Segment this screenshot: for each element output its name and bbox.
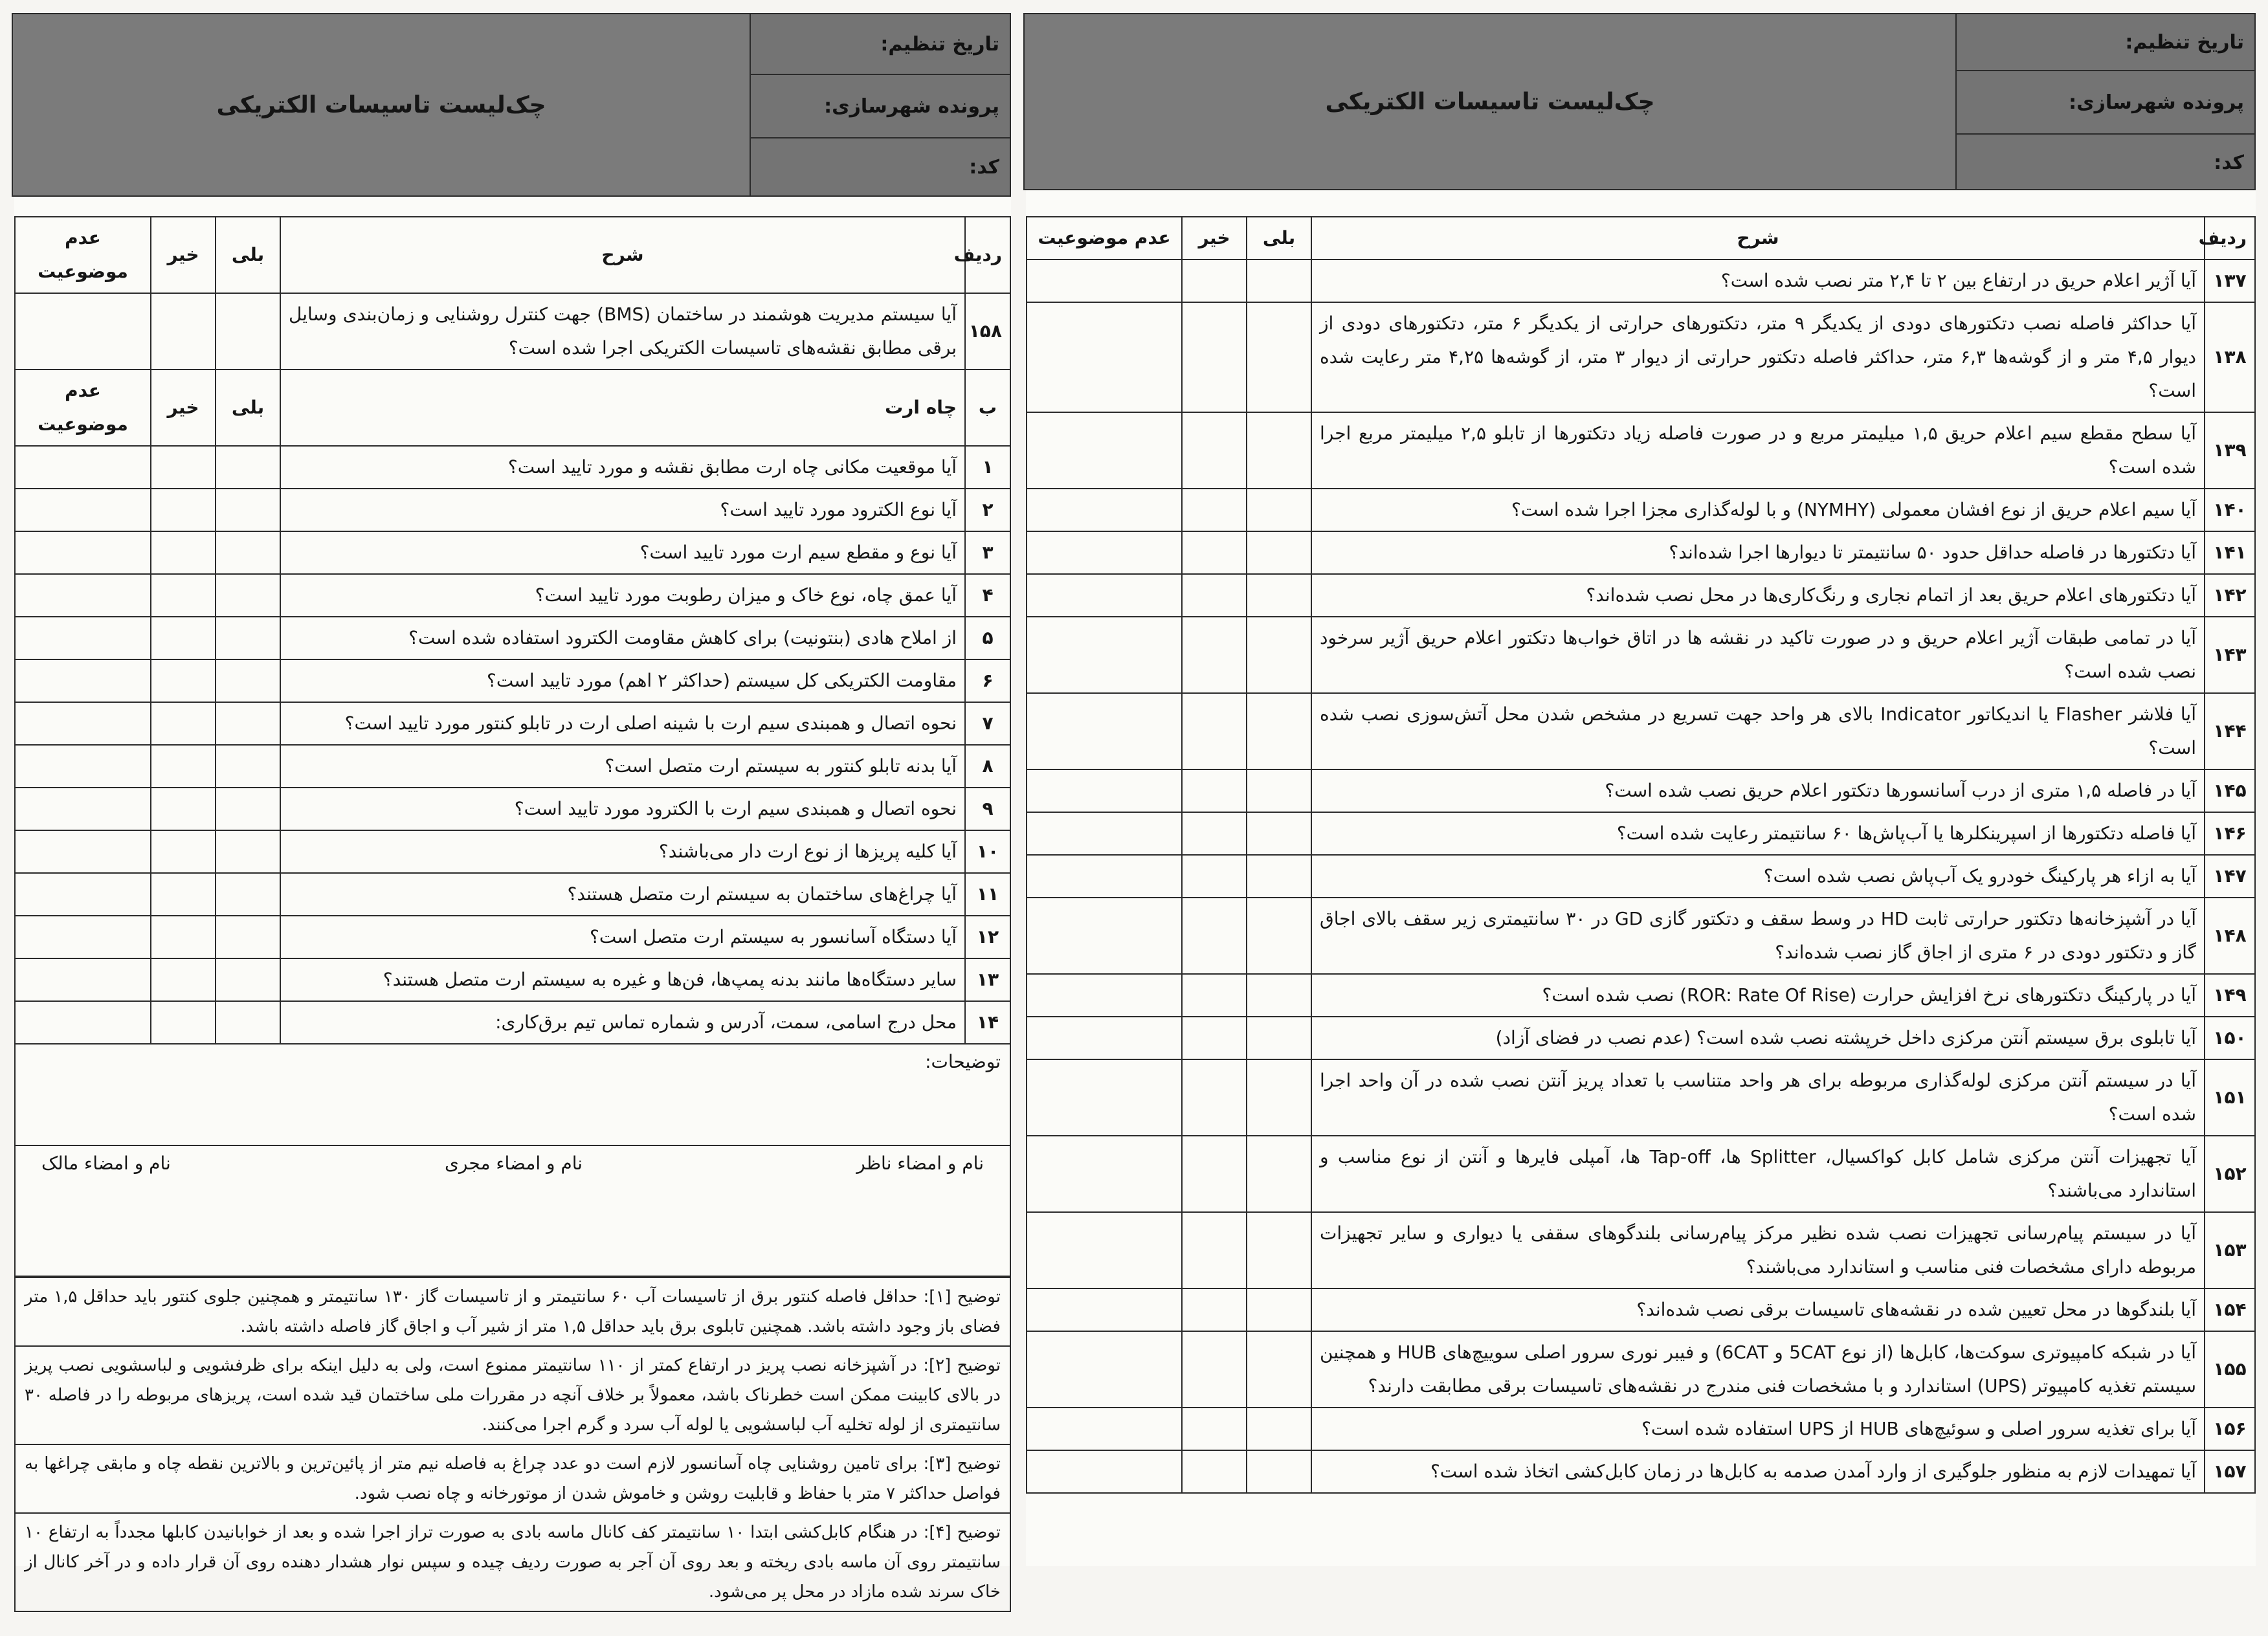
row-number: ۱۴۳ <box>2205 617 2255 693</box>
no-cell[interactable] <box>151 293 216 370</box>
row-number: ۲ <box>965 489 1010 531</box>
na-cell[interactable] <box>15 617 151 659</box>
row-number: ۳ <box>965 531 1010 574</box>
row-number: ۱۴۴ <box>2205 693 2255 769</box>
col-yes: بلی <box>1247 217 1311 260</box>
table-row <box>1027 1331 2255 1408</box>
col-na-b: عدم موضوعیت <box>15 370 151 446</box>
na-cell[interactable] <box>15 873 151 916</box>
no-cell[interactable] <box>151 830 216 873</box>
yes-cell[interactable] <box>1247 1017 1311 1059</box>
yes-cell[interactable] <box>1247 1288 1311 1331</box>
row-desc: آیا به ازاء هر پارکینگ خودرو یک آب‌پاش نصب شده است؟ <box>1311 855 2205 898</box>
footnote-2: توضیح [۲]: در آشپزخانه نصب پریز در ارتفاع کمتر از ۱۱۰ سانتیمتر ممنوع است، ولی به دلیل اینکه برای ظرفشویی و لباسشویی نصب پریز در بالای کابینت ممکن است خطرناک باشد، معمولاً بر خلاف آنچه در مقررات ملی ساختمان قید شده است، پریزهای مربوطه را در فاصله ۳۰ سانتیمتری از لوله تخلیه آب لباسشویی یا لوله آب سرد و گرم اجرا می‌کنند. <box>14 1347 1011 1445</box>
table-row <box>1027 260 2255 302</box>
row-desc: آیا در پارکینگ دتکتورهای نرخ افزایش حرارت (ROR: Rate Of Rise) نصب شده است؟ <box>1311 974 2205 1017</box>
na-cell[interactable] <box>15 1001 151 1044</box>
row-number: ۱۴۸ <box>2205 898 2255 974</box>
no-cell[interactable] <box>151 446 216 489</box>
table-row <box>1027 1212 2255 1288</box>
signature-row <box>16 1146 1010 1180</box>
notes-box <box>14 1045 1011 1146</box>
no-cell[interactable] <box>1182 1450 1247 1493</box>
col-desc: شرح <box>1311 217 2205 260</box>
table-row <box>15 446 1010 489</box>
na-cell[interactable] <box>1027 1136 1182 1212</box>
no-cell[interactable] <box>151 702 216 745</box>
signature-box <box>14 1146 1011 1277</box>
na-cell[interactable] <box>15 745 151 788</box>
checklist-page-right <box>1026 13 2256 1566</box>
row-number: ۱۴۵ <box>2205 769 2255 812</box>
row-desc: از املاح هادی (بنتونیت) برای کاهش مقاومت الکترود استفاده شده است؟ <box>280 617 965 659</box>
no-cell[interactable] <box>1182 1136 1247 1212</box>
row-desc: آیا کلیه پریزها از نوع ارت دار می‌باشند؟ <box>280 830 965 873</box>
row-desc: آیا در فاصله ۱,۵ متری از درب آسانسورها دتکتور اعلام حریق نصب شده است؟ <box>1311 769 2205 812</box>
no-cell[interactable] <box>1182 260 1247 302</box>
na-cell[interactable] <box>1027 693 1182 769</box>
row-number: ۱۴۰ <box>2205 489 2255 531</box>
row-desc: آیا بدنه تابلو کنتور به سیستم ارت متصل است؟ <box>280 745 965 788</box>
row-number: ۱۴۷ <box>2205 855 2255 898</box>
na-cell[interactable] <box>1027 1450 1182 1493</box>
row-desc: آیا تابلوی برق سیستم آنتن مرکزی داخل خرپشته نصب شده است؟ (عدم نصب در فضای آزاد) <box>1311 1017 2205 1059</box>
row-desc: آیا عمق چاه، نوع خاک و میزان رطوبت مورد تایید است؟ <box>280 574 965 617</box>
yes-cell[interactable] <box>1247 1136 1311 1212</box>
no-cell[interactable] <box>1182 1017 1247 1059</box>
yes-cell[interactable] <box>216 788 280 830</box>
row-desc: آیا فلاشر Flasher یا اندیکاتور Indicator بالای هر واحد جهت تسریع در مشخص شدن محل آتش‌سوزی نصب شده است؟ <box>1311 693 2205 769</box>
page-header-left <box>12 13 1011 197</box>
table-row <box>1027 812 2255 855</box>
col-row-left: ردیف <box>965 217 1010 293</box>
row-number: ۱۴۶ <box>2205 812 2255 855</box>
row-desc: آیا سیستم مدیریت هوشمند در ساختمان (BMS) جهت کنترل روشنایی و زمان‌بندی وسایل برقی مطابق نقشه‌های تاسیسات الکتریکی اجرا شده است؟ <box>280 293 965 370</box>
no-cell[interactable] <box>151 1001 216 1044</box>
table-row <box>15 830 1010 873</box>
row-number: ۱۵۱ <box>2205 1059 2255 1136</box>
no-cell[interactable] <box>151 489 216 531</box>
row-desc: آیا در سیستم آنتن مرکزی لوله‌گذاری مربوطه برای هر واحد متناسب با تعداد پریز آنتن نصب شده در آن واحد اجرا شده است؟ <box>1311 1059 2205 1136</box>
no-cell[interactable] <box>151 574 216 617</box>
table-row <box>1027 693 2255 769</box>
yes-cell[interactable] <box>1247 1408 1311 1450</box>
row-desc: آیا در شبکه کامپیوتری سوکت‌ها، کابل‌ها (از نوع 5CAT و 6CAT) و فیبر نوری سرور اصلی سوییچ‌های HUB و همچنین سیستم تغذیه کامپیوتر (UPS) استاندارد و با مشخصات فنی مندرج در نقشه‌های تاسیسات برقی مطابقت دارند؟ <box>1311 1331 2205 1408</box>
table-row <box>15 702 1010 745</box>
col-desc-left: شرح <box>280 217 965 293</box>
no-cell[interactable] <box>1182 531 1247 574</box>
supervisor-signature: نام و امضاء ناظر <box>856 1153 984 1174</box>
na-cell[interactable] <box>15 293 151 370</box>
row-number: ۱۳۸ <box>2205 302 2255 412</box>
row-desc: آیا برای تغذیه سرور اصلی و سوئیچ‌های HUB از UPS استفاده شده است؟ <box>1311 1408 2205 1450</box>
row-desc: آیا تجهیزات آنتن مرکزی شامل کابل کواکسیال، Splitter ها، Tap-off ها، آمپلی فایرها و آنتن از نوع مناسب و استاندارد می‌باشند؟ <box>1311 1136 2205 1212</box>
yes-cell[interactable] <box>1247 260 1311 302</box>
row-number: ۱۱ <box>965 873 1010 916</box>
yes-cell[interactable] <box>1247 489 1311 531</box>
table-row <box>15 574 1010 617</box>
row-desc: آیا بلندگوها در محل تعیین شده در نقشه‌های تاسیسات برقی نصب شده‌اند؟ <box>1311 1288 2205 1331</box>
checklist-page-left <box>14 13 1011 1602</box>
na-cell[interactable] <box>1027 260 1182 302</box>
yes-cell[interactable] <box>1247 693 1311 769</box>
yes-cell[interactable] <box>216 830 280 873</box>
no-cell[interactable] <box>151 873 216 916</box>
yes-cell[interactable] <box>216 293 280 370</box>
header-meta <box>1957 14 2254 189</box>
no-cell[interactable] <box>1182 693 1247 769</box>
table-row <box>1027 769 2255 812</box>
yes-cell[interactable] <box>1247 412 1311 489</box>
row-number: ۱۵۵ <box>2205 1331 2255 1408</box>
row-number: ۱۵۲ <box>2205 1136 2255 1212</box>
col-no-b: خیر <box>151 370 216 446</box>
row-number: ۴ <box>965 574 1010 617</box>
yes-cell[interactable] <box>216 659 280 702</box>
table-row <box>15 489 1010 531</box>
table-row <box>1027 531 2255 574</box>
na-cell[interactable] <box>15 702 151 745</box>
no-cell[interactable] <box>1182 412 1247 489</box>
table-row <box>1027 489 2255 531</box>
table-header-row-left <box>15 217 1010 293</box>
row-desc: آیا نوع و مقطع سیم ارت مورد تایید است؟ <box>280 531 965 574</box>
contractor-signature: نام و امضاء مجری <box>445 1153 583 1174</box>
row-number: ۱۳ <box>965 958 1010 1001</box>
row-desc: آیا تمهیدات لازم به منظور جلوگیری از وارد آمدن صدمه به کابل‌ها در زمان کابل‌کشی اتخاذ شده است؟ <box>1311 1450 2205 1493</box>
no-cell[interactable] <box>1182 574 1247 617</box>
footnotes <box>14 1277 1011 1612</box>
yes-cell[interactable] <box>1247 531 1311 574</box>
table-row <box>1027 1136 2255 1212</box>
yes-cell[interactable] <box>1247 302 1311 412</box>
checklist-table <box>1026 216 2256 1494</box>
yes-cell[interactable] <box>216 958 280 1001</box>
table-row <box>15 916 1010 958</box>
code-label: کد: <box>2214 151 2244 174</box>
na-cell[interactable] <box>15 958 151 1001</box>
yes-cell[interactable] <box>216 574 280 617</box>
no-cell[interactable] <box>1182 974 1247 1017</box>
table-row <box>1027 617 2255 693</box>
na-cell[interactable] <box>15 659 151 702</box>
page-title-left: چک‌لیست تاسیسات الکتریکی <box>13 14 751 195</box>
yes-cell[interactable] <box>1247 812 1311 855</box>
yes-cell[interactable] <box>1247 574 1311 617</box>
yes-cell[interactable] <box>1247 769 1311 812</box>
row-desc: نحوه اتصال و همبندی سیم ارت با شینه اصلی ارت در تابلو کنتور مورد تایید است؟ <box>280 702 965 745</box>
yes-cell[interactable] <box>1247 898 1311 974</box>
na-cell[interactable] <box>1027 974 1182 1017</box>
yes-cell[interactable] <box>1247 1450 1311 1493</box>
row-desc: آیا دستگاه آسانسور به سیستم ارت متصل است؟ <box>280 916 965 958</box>
no-cell[interactable] <box>1182 1212 1247 1288</box>
na-cell[interactable] <box>1027 574 1182 617</box>
row-number: ۱۳۹ <box>2205 412 2255 489</box>
row-number: ۱ <box>965 446 1010 489</box>
section-b-header <box>15 370 1010 446</box>
row-desc: آیا فاصله دتکتورها از اسپرینکلرها یا آب‌پاش‌ها ۶۰ سانتیمتر رعایت شده است؟ <box>1311 812 2205 855</box>
file-label-left: پرونده شهرسازی: <box>751 75 1010 138</box>
row-desc: آیا در آشپزخانه‌ها دتکتور حرارتی ثابت HD در وسط سقف و دتکتور گازی GD در ۳۰ سانتیمتری زیر سقف بالای اجاق گاز و دتکتور دودی در ۶ متری از اجاق گاز نصب شده‌اند؟ <box>1311 898 2205 974</box>
row-number: ۱۵۸ <box>965 293 1010 370</box>
page-title: چک‌لیست تاسیسات الکتریکی <box>1025 14 1957 189</box>
no-cell[interactable] <box>151 617 216 659</box>
na-cell[interactable] <box>1027 1017 1182 1059</box>
row-desc: آیا سیم اعلام حریق از نوع افشان معمولی (NYMHY) و با لوله‌گذاری مجزا اجرا شده است؟ <box>1311 489 2205 531</box>
na-cell[interactable] <box>1027 1331 1182 1408</box>
row-desc: مقاومت الکتریکی کل سیستم (حداکثر ۲ اهم) مورد تایید است؟ <box>280 659 965 702</box>
na-cell[interactable] <box>1027 898 1182 974</box>
table-header-row <box>1027 217 2255 260</box>
section-letter: ب <box>965 370 1010 446</box>
no-cell[interactable] <box>151 745 216 788</box>
table-row <box>1027 1450 2255 1493</box>
row-desc: آیا حداکثر فاصله نصب دتکتورهای دودی از یکدیگر ۹ متر، دتکتورهای حرارتی از یکدیگر ۶ متر، دتکتورهای دودی از دیوار ۴,۵ متر و از گوشه‌ها ۶,۳ متر، حداکثر فاصله دتکتور حرارتی از دیوار ۳ متر، از گوشه‌ها ۴,۲۵ متر رعایت شده است؟ <box>1311 302 2205 412</box>
no-cell[interactable] <box>1182 812 1247 855</box>
no-cell[interactable] <box>1182 302 1247 412</box>
no-cell[interactable] <box>151 916 216 958</box>
row-desc: آیا نوع الکترود مورد تایید است؟ <box>280 489 965 531</box>
na-cell[interactable] <box>1027 855 1182 898</box>
file-label: پرونده شهرسازی: <box>1957 71 2254 135</box>
yes-cell[interactable] <box>1247 1059 1311 1136</box>
na-cell[interactable] <box>1027 302 1182 412</box>
col-no-left: خیر <box>151 217 216 293</box>
table-row <box>15 745 1010 788</box>
row-number: ۱۵۴ <box>2205 1288 2255 1331</box>
table-row <box>1027 855 2255 898</box>
date-label: تاریخ تنظیم: <box>1957 14 2254 71</box>
row-number: ۱۴۹ <box>2205 974 2255 1017</box>
footnote-1: توضیح [۱]: حداقل فاصله کنتور برق از تاسیسات آب ۶۰ سانتیمتر و از تاسیسات گاز ۱۳۰ سانتیمتر و همچنین جلوی کنتور باید حداقل ۱,۵ متر فضای باز وجود داشته باشد. همچنین تابلوی برق باید حداقل ۱,۵ متر از شیر آب و اجاق گاز فاصله داشته باشد. <box>14 1278 1011 1347</box>
col-yes-b: بلی <box>216 370 280 446</box>
row-number: ۱۰ <box>965 830 1010 873</box>
na-cell[interactable] <box>1027 531 1182 574</box>
no-cell[interactable] <box>151 531 216 574</box>
yes-cell[interactable] <box>216 702 280 745</box>
no-cell[interactable] <box>1182 898 1247 974</box>
yes-cell[interactable] <box>1247 1212 1311 1288</box>
yes-cell[interactable] <box>1247 855 1311 898</box>
row-number: ۱۳۷ <box>2205 260 2255 302</box>
notes-label: توضیحات: <box>925 1051 1001 1072</box>
na-cell[interactable] <box>1027 769 1182 812</box>
table-row <box>1027 574 2255 617</box>
section-title: چاه ارت <box>280 370 965 446</box>
row-number: ۱۵۶ <box>2205 1408 2255 1450</box>
na-cell[interactable] <box>15 531 151 574</box>
na-cell[interactable] <box>15 788 151 830</box>
header-meta-left <box>751 14 1010 195</box>
row-number: ۱۵۰ <box>2205 1017 2255 1059</box>
no-cell[interactable] <box>151 958 216 1001</box>
row-number: ۱۴۲ <box>2205 574 2255 617</box>
row-number: ۶ <box>965 659 1010 702</box>
no-cell[interactable] <box>1182 855 1247 898</box>
yes-cell[interactable] <box>1247 617 1311 693</box>
row-desc: آیا چراغ‌های ساختمان به سیستم ارت متصل هستند؟ <box>280 873 965 916</box>
page-header <box>1023 13 2256 190</box>
yes-cell[interactable] <box>216 617 280 659</box>
yes-cell[interactable] <box>216 1001 280 1044</box>
owner-signature: نام و امضاء مالک <box>41 1153 171 1174</box>
yes-cell[interactable] <box>1247 1331 1311 1408</box>
na-cell[interactable] <box>15 446 151 489</box>
table-row <box>15 873 1010 916</box>
table-row <box>15 1001 1010 1044</box>
row-number: ۱۵۷ <box>2205 1450 2255 1493</box>
table-row <box>1027 302 2255 412</box>
row-number: ۱۵۳ <box>2205 1212 2255 1288</box>
date-label-left: تاریخ تنظیم: <box>751 14 1010 75</box>
table-row <box>1027 1059 2255 1136</box>
yes-cell[interactable] <box>216 446 280 489</box>
col-yes-left: بلی <box>216 217 280 293</box>
na-cell[interactable] <box>1027 1408 1182 1450</box>
no-cell[interactable] <box>1182 1288 1247 1331</box>
col-no: خیر <box>1182 217 1247 260</box>
row-number: ۷ <box>965 702 1010 745</box>
row-number: ۱۴ <box>965 1001 1010 1044</box>
table-row-158 <box>15 293 1010 370</box>
row-desc: نحوه اتصال و همبندی سیم ارت با الکترود مورد تایید است؟ <box>280 788 965 830</box>
row-number: ۸ <box>965 745 1010 788</box>
table-row <box>1027 1017 2255 1059</box>
no-cell[interactable] <box>1182 1408 1247 1450</box>
no-cell[interactable] <box>1182 769 1247 812</box>
no-cell[interactable] <box>151 659 216 702</box>
row-desc: سایر دستگاه‌ها مانند بدنه پمپ‌ها، فن‌ها و غیره به سیستم ارت متصل هستند؟ <box>280 958 965 1001</box>
na-cell[interactable] <box>1027 412 1182 489</box>
table-row <box>1027 1288 2255 1331</box>
row-desc: آیا سطح مقطع سیم اعلام حریق ۱,۵ میلیمتر مربع و در صورت فاصله زیاد دتکتورها از تابلو ۲,۵ میلیمتر مربع اجرا شده است؟ <box>1311 412 2205 489</box>
yes-cell[interactable] <box>216 916 280 958</box>
na-cell[interactable] <box>1027 617 1182 693</box>
col-row: ردیف <box>2205 217 2255 260</box>
table-row <box>15 958 1010 1001</box>
yes-cell[interactable] <box>216 489 280 531</box>
no-cell[interactable] <box>1182 1331 1247 1408</box>
row-desc: آیا در سیستم پیام‌رسانی تجهیزات نصب شده نظیر مرکز پیام‌رسانی بلندگوهای سقفی یا دیواری و سایر تجهیزات مربوطه دارای مشخصات فنی مناسب و استاندارد می‌باشند؟ <box>1311 1212 2205 1288</box>
yes-cell[interactable] <box>216 873 280 916</box>
na-cell[interactable] <box>1027 812 1182 855</box>
no-cell[interactable] <box>1182 1059 1247 1136</box>
row-desc: آیا دتکتورها در فاصله حداقل حدود ۵۰ سانتیمتر تا دیوارها اجرا شده‌اند؟ <box>1311 531 2205 574</box>
no-cell[interactable] <box>1182 489 1247 531</box>
yes-cell[interactable] <box>216 745 280 788</box>
na-cell[interactable] <box>15 916 151 958</box>
table-row <box>1027 1408 2255 1450</box>
footnote-4: توضیح [۴]: در هنگام کابل‌کشی ابتدا ۱۰ سانتیمتر کف کانال ماسه بادی به صورت تراز اجرا شده و بعد از خوابانیدن کابلها مجدداً به ارتفاع ۱۰ سانتیمتر روی آن ماسه بادی ریخته و بعد روی آن آجر به صورت ردیف چیده و سپس نوار هشدار دهنده روی آن قرار داده و در آخر کانال از خاک سرند شده مازاد در محل پر می‌شود. <box>14 1514 1011 1612</box>
na-cell[interactable] <box>15 489 151 531</box>
na-cell[interactable] <box>15 830 151 873</box>
row-number: ۹ <box>965 788 1010 830</box>
code-label-left: کد: <box>969 155 999 179</box>
na-cell[interactable] <box>1027 1059 1182 1136</box>
row-desc: آیا آژیر اعلام حریق در ارتفاع بین ۲ تا ۲,۴ متر نصب شده است؟ <box>1311 260 2205 302</box>
na-cell[interactable] <box>1027 1288 1182 1331</box>
table-row <box>1027 974 2255 1017</box>
no-cell[interactable] <box>151 788 216 830</box>
na-cell[interactable] <box>1027 489 1182 531</box>
na-cell[interactable] <box>15 574 151 617</box>
table-row <box>1027 412 2255 489</box>
col-na-left: عدم موضوعیت <box>15 217 151 293</box>
col-na: عدم موضوعیت <box>1027 217 1182 260</box>
row-desc: محل درج اسامی، سمت، آدرس و شماره تماس تیم برق‌کاری: <box>280 1001 965 1044</box>
table-row <box>15 617 1010 659</box>
yes-cell[interactable] <box>216 531 280 574</box>
table-row <box>1027 898 2255 974</box>
row-number: ۱۴۱ <box>2205 531 2255 574</box>
na-cell[interactable] <box>1027 1212 1182 1288</box>
no-cell[interactable] <box>1182 617 1247 693</box>
footnote-3: توضیح [۳]: برای تامین روشنایی چاه آسانسور لازم است دو عدد چراغ به فاصله نیم متر از پائین‌ترین و بالاترین نقطه چاه و مابقی چراغها به فواصل حداکثر ۷ متر با حفاظ و قابلیت روشن و خاموش شدن از موتورخانه و چاه نصب شود. <box>14 1445 1011 1514</box>
checklist-table-left <box>14 216 1011 1045</box>
row-number: ۵ <box>965 617 1010 659</box>
table-row <box>15 659 1010 702</box>
table-row <box>15 531 1010 574</box>
row-number: ۱۲ <box>965 916 1010 958</box>
table-row <box>15 788 1010 830</box>
row-desc: آیا موقعیت مکانی چاه ارت مطابق نقشه و مورد تایید است؟ <box>280 446 965 489</box>
row-desc: آیا در تمامی طبقات آژیر اعلام حریق و در صورت تاکید در نقشه ها در اتاق خواب‌ها دتکتور اعلام حریق آژیر سرخود نصب شده است؟ <box>1311 617 2205 693</box>
row-desc: آیا دتکتورهای اعلام حریق بعد از اتمام نجاری و رنگ‌کاری‌ها در محل نصب شده‌اند؟ <box>1311 574 2205 617</box>
yes-cell[interactable] <box>1247 974 1311 1017</box>
